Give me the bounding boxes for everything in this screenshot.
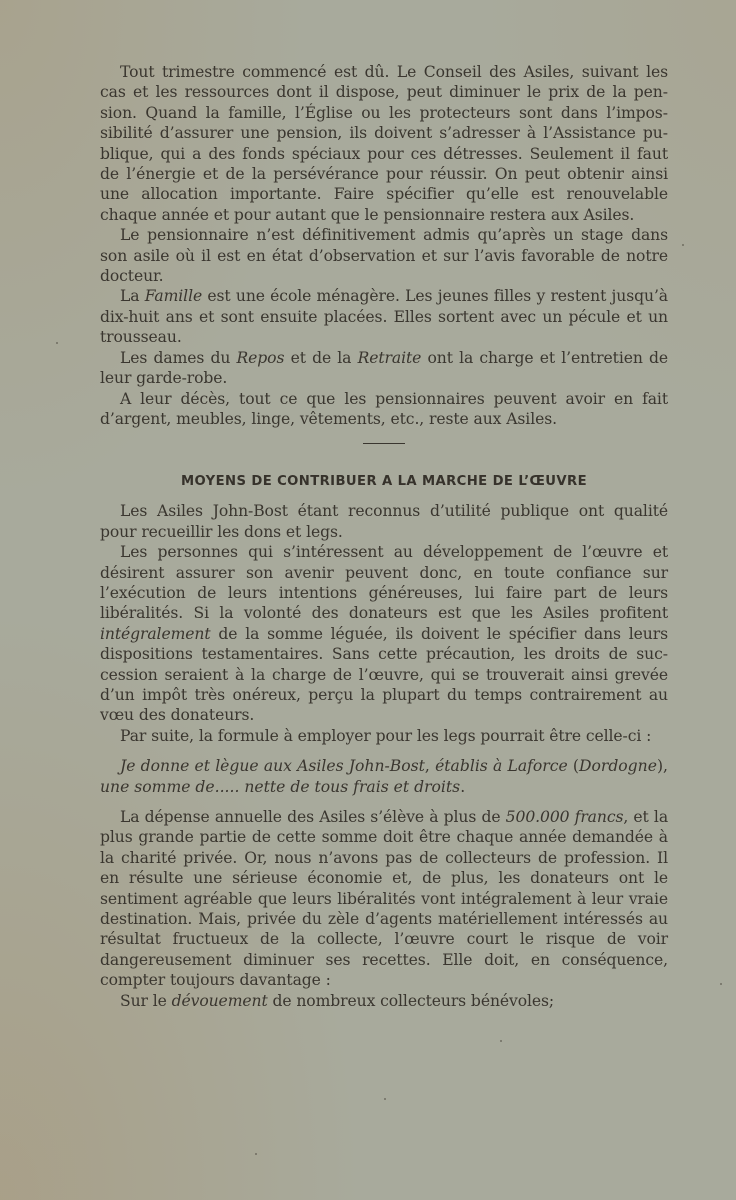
italic-text-run: Je donne et lègue aux Asiles John-Bost [120, 757, 425, 776]
italic-text-run: dévouement [171, 991, 268, 1010]
paragraph [100, 348, 668, 389]
italic-text-run: établis à Laforce [435, 757, 573, 776]
italic-text-run: intégralement [100, 624, 211, 643]
text-run: Sur le [120, 991, 172, 1010]
paragraph [100, 62, 668, 225]
text-run: Le pensionnaire n’est définitivement admis qu’après un stage dans son asile où il est en état d’observation et sur l’avis favorable de notre docteur. [100, 226, 668, 286]
text-run: de nombreux collecteurs bénévoles; [267, 991, 555, 1010]
paragraph [100, 542, 668, 726]
text-run: , et la plus grande partie de cette somme doit être chaque année demandée à la charité privée. Or, nous n’avons pas de collecteurs de profession. Il en résulte une sérieuse économie et, de plus, les donateurs ont le sentiment agréable que leurs libéralités vont intégralement à leur vraie destination. Mais, privée du zèle d’agents matériellement intéressés au résultat fructueux de la collecte, l’œuvre court le risque de voir dangereusement diminuer ses recettes. Elle doit, en conséquence, compter toujours davantage : [100, 808, 669, 990]
text-run: ont la charge et l’entretien de leur garde-robe. [100, 348, 669, 388]
text-run: de la somme léguée, ils doivent le spécifier dans leurs dispositions testamentaires. Sans cette précaution, les droits de succession seraient à la charge de l’œuvre, qui se trouverait ainsi grevée d’un impôt très onéreux, perçu la plupart du temps contrairement au vœu des donateurs. [100, 624, 668, 725]
italic-text-run: Dordogne [578, 757, 657, 776]
text-run: et de la [284, 348, 358, 367]
italic-text-run: une somme de..... nette de tous frais et droits [100, 777, 461, 796]
paragraph [100, 991, 668, 1011]
paragraph [100, 726, 668, 746]
italic-text-run: Repos [236, 348, 285, 367]
document-page [100, 62, 668, 1011]
section-divider [363, 443, 405, 444]
paper-speck [500, 1040, 502, 1042]
bequest-formula [100, 756, 668, 797]
italic-text-run: Retraite [357, 348, 422, 367]
text-run: La [120, 287, 145, 306]
text-run: Les Asiles John-Bost étant reconnus d’utilité publique ont qualité pour recueillir les dons et legs. [100, 502, 668, 541]
text-run: Les personnes qui s’intéressent au développement de l’œuvre et désirent assurer son avenir peuvent donc, en toute confiance sur l’exécution de leurs intentions généreuses, lui faire part de leurs libéralités. Si la volonté des donateurs est que les Asiles profitent [100, 543, 668, 623]
paper-speck [384, 1098, 386, 1100]
section-contribution [100, 474, 668, 1011]
text-run: . [460, 777, 466, 796]
text-run: Par suite, la formule à employer pour les legs pourrait être celle-ci : [120, 726, 652, 745]
paper-speck [682, 244, 684, 246]
italic-text-run: Famille [144, 287, 203, 306]
text-run: Tout trimestre commencé est dû. Le Conseil des Asiles, suivant les cas et les ressources dont il dispose, peut diminuer le prix de la pension. Quand la famille, l’Église ou les protecteurs sont dans l’impossibilité d’assurer une pension, ils doivent s’adresser à l’Assistance publique, qui a des fonds spéciaux pour ces détresses. Seulement il faut de l’énergie et de la persévérance pour réussir. On peut obtenir ainsi une allocation importante. Faire spécifier qu’elle est renouvelable chaque année et pour autant que le pensionnaire restera aux Asiles. [100, 63, 668, 224]
section-pension-rules [100, 62, 668, 429]
text-run: est une école ménagère. Les jeunes filles y restent jusqu’à dix-huit ans et sont ensuite placées. Elles sortent avec un pécule et un trousseau. [100, 287, 668, 347]
text-run: , [424, 757, 436, 776]
text-run: A leur décès, tout ce que les pensionnaires peuvent avoir en fait d’argent, meubles, linge, vêtements, etc., reste aux Asiles. [100, 389, 668, 428]
text-run: ( [572, 757, 579, 776]
paper-speck [720, 983, 722, 985]
paragraph [100, 286, 668, 347]
section-heading: MOYENS DE CONTRIBUER A LA MARCHE DE L’ŒUVRE [181, 474, 587, 490]
italic-text-run: 500.000 francs [505, 808, 624, 826]
paragraph [100, 501, 668, 542]
paper-speck [255, 1153, 257, 1155]
paragraph [100, 389, 668, 430]
text-run: ), [656, 757, 668, 776]
text-run: Les dames du [120, 348, 237, 367]
paper-speck [56, 342, 58, 344]
text-run: La dépense annuelle des Asiles s’élève à plus de [120, 808, 506, 826]
paragraph [100, 807, 668, 991]
paragraph [100, 225, 668, 286]
